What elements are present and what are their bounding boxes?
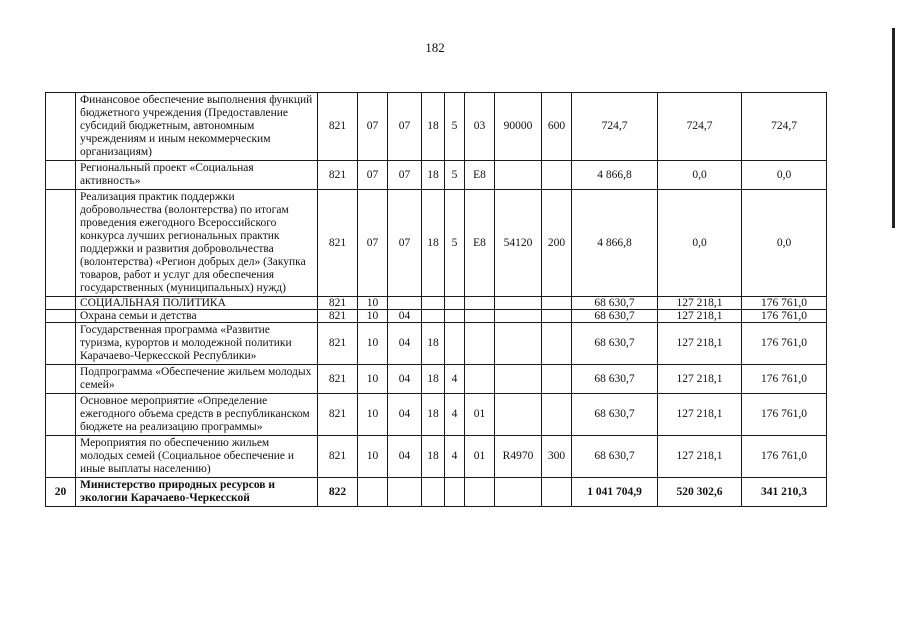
event-code-cell [465, 478, 495, 507]
amount-year1-cell: 68 630,7 [572, 365, 658, 394]
item-name-cell: Государственная программа «Развитие туризма, курортов и молодежной политики Карачаево-Черкесской Республики» [76, 323, 318, 365]
amount-year1-cell: 4 866,8 [572, 190, 658, 297]
program-code-cell: 18 [422, 365, 445, 394]
amount-year3-cell: 176 761,0 [742, 436, 827, 478]
event-code-cell: Е8 [465, 161, 495, 190]
table-row [46, 436, 827, 478]
amount-year3-cell: 176 761,0 [742, 394, 827, 436]
event-code-cell: 01 [465, 436, 495, 478]
amount-year2-cell: 127 218,1 [658, 323, 742, 365]
amount-year2-cell: 127 218,1 [658, 310, 742, 323]
row-index-cell: 20 [46, 478, 76, 507]
program-code-cell: 18 [422, 394, 445, 436]
ministry-code-cell: 822 [318, 478, 358, 507]
expense-direction-cell [495, 161, 542, 190]
expense-type-cell: 600 [542, 93, 572, 161]
subsection-code-cell: 04 [388, 323, 422, 365]
subsection-code-cell: 07 [388, 93, 422, 161]
row-index-cell [46, 436, 76, 478]
table-row [46, 310, 827, 323]
amount-year1-cell: 68 630,7 [572, 323, 658, 365]
ministry-code-cell: 821 [318, 297, 358, 310]
ministry-code-cell: 821 [318, 365, 358, 394]
section-code-cell: 10 [358, 436, 388, 478]
amount-year2-cell: 520 302,6 [658, 478, 742, 507]
item-name-cell: Мероприятия по обеспечению жильем молодых семей (Социальное обеспечение и иные выплаты населению) [76, 436, 318, 478]
scan-edge-mark [892, 28, 895, 228]
item-name-cell: Охрана семьи и детства [76, 310, 318, 323]
section-code-cell: 10 [358, 394, 388, 436]
expense-type-cell [542, 365, 572, 394]
section-code-cell: 10 [358, 297, 388, 310]
section-code-cell [358, 478, 388, 507]
event-code-cell [465, 310, 495, 323]
event-code-cell: Е8 [465, 190, 495, 297]
amount-year1-cell: 4 866,8 [572, 161, 658, 190]
subsection-code-cell: 04 [388, 436, 422, 478]
expense-type-cell [542, 297, 572, 310]
expense-direction-cell: R4970 [495, 436, 542, 478]
section-code-cell: 07 [358, 190, 388, 297]
subprogram-code-cell [445, 323, 465, 365]
subsection-code-cell: 07 [388, 161, 422, 190]
program-code-cell: 18 [422, 323, 445, 365]
subsection-code-cell: 04 [388, 394, 422, 436]
item-name-cell: СОЦИАЛЬНАЯ ПОЛИТИКА [76, 297, 318, 310]
row-index-cell [46, 297, 76, 310]
subprogram-code-cell [445, 297, 465, 310]
event-code-cell [465, 365, 495, 394]
ministry-code-cell: 821 [318, 161, 358, 190]
section-code-cell: 10 [358, 323, 388, 365]
table-row [46, 297, 827, 310]
section-code-cell: 10 [358, 310, 388, 323]
event-code-cell [465, 323, 495, 365]
amount-year3-cell: 341 210,3 [742, 478, 827, 507]
subprogram-code-cell [445, 310, 465, 323]
subprogram-code-cell: 4 [445, 394, 465, 436]
section-code-cell: 07 [358, 161, 388, 190]
expense-direction-cell [495, 394, 542, 436]
subsection-code-cell: 04 [388, 310, 422, 323]
event-code-cell: 03 [465, 93, 495, 161]
row-index-cell [46, 394, 76, 436]
event-code-cell: 01 [465, 394, 495, 436]
subsection-code-cell: 07 [388, 190, 422, 297]
amount-year1-cell: 1 041 704,9 [572, 478, 658, 507]
amount-year2-cell: 127 218,1 [658, 365, 742, 394]
subsection-code-cell [388, 478, 422, 507]
expense-type-cell [542, 310, 572, 323]
row-index-cell [46, 93, 76, 161]
section-code-cell: 10 [358, 365, 388, 394]
item-name-cell: Реализация практик поддержки добровольчества (волонтерства) по итогам проведения ежегодного Всероссийского конкурса лучших региональных практик поддержки и развития добровольчества (волонтерства) «Регион добрых дел» (Закупка товаров, работ и услуг для обеспечения государственных (муниципальных) нужд) [76, 190, 318, 297]
item-name-cell: Подпрограмма «Обеспечение жильем молодых семей» [76, 365, 318, 394]
subprogram-code-cell: 4 [445, 436, 465, 478]
subprogram-code-cell: 5 [445, 161, 465, 190]
amount-year1-cell: 68 630,7 [572, 310, 658, 323]
item-name-cell: Финансовое обеспечение выполнения функций бюджетного учреждения (Предоставление субсидий бюджетным, автономным учреждениям и иным некоммерческим организациям) [76, 93, 318, 161]
subprogram-code-cell: 5 [445, 190, 465, 297]
expense-type-cell [542, 161, 572, 190]
program-code-cell [422, 478, 445, 507]
program-code-cell: 18 [422, 190, 445, 297]
amount-year3-cell: 176 761,0 [742, 310, 827, 323]
amount-year2-cell: 724,7 [658, 93, 742, 161]
table-row [46, 365, 827, 394]
item-name-cell: Министерство природных ресурсов и экологии Карачаево-Черкесской [76, 478, 318, 507]
expense-type-cell [542, 323, 572, 365]
expense-type-cell [542, 478, 572, 507]
row-index-cell [46, 310, 76, 323]
ministry-code-cell: 821 [318, 93, 358, 161]
section-code-cell: 07 [358, 93, 388, 161]
subsection-code-cell: 04 [388, 365, 422, 394]
table-row [46, 190, 827, 297]
expense-direction-cell [495, 310, 542, 323]
amount-year2-cell: 0,0 [658, 161, 742, 190]
table-row [46, 93, 827, 161]
item-name-cell: Основное мероприятие «Определение ежегодного объема средств в республиканском бюджете на реализацию программы» [76, 394, 318, 436]
amount-year1-cell: 68 630,7 [572, 297, 658, 310]
expense-direction-cell [495, 297, 542, 310]
expense-direction-cell [495, 365, 542, 394]
expense-direction-cell: 90000 [495, 93, 542, 161]
amount-year1-cell: 68 630,7 [572, 436, 658, 478]
ministry-code-cell: 821 [318, 310, 358, 323]
expense-type-cell [542, 394, 572, 436]
amount-year3-cell: 724,7 [742, 93, 827, 161]
table-body [46, 93, 827, 507]
program-code-cell [422, 310, 445, 323]
expense-type-cell: 200 [542, 190, 572, 297]
ministry-code-cell: 821 [318, 436, 358, 478]
budget-table [45, 92, 827, 507]
subprogram-code-cell [445, 478, 465, 507]
program-code-cell [422, 297, 445, 310]
amount-year3-cell: 0,0 [742, 161, 827, 190]
ministry-code-cell: 821 [318, 394, 358, 436]
amount-year2-cell: 127 218,1 [658, 394, 742, 436]
table-row [46, 478, 827, 507]
row-index-cell [46, 190, 76, 297]
row-index-cell [46, 161, 76, 190]
program-code-cell: 18 [422, 93, 445, 161]
amount-year3-cell: 176 761,0 [742, 297, 827, 310]
expense-direction-cell [495, 323, 542, 365]
amount-year2-cell: 0,0 [658, 190, 742, 297]
page-number: 182 [425, 40, 445, 55]
subsection-code-cell [388, 297, 422, 310]
ministry-code-cell: 821 [318, 323, 358, 365]
expense-type-cell: 300 [542, 436, 572, 478]
amount-year1-cell: 68 630,7 [572, 394, 658, 436]
amount-year1-cell: 724,7 [572, 93, 658, 161]
amount-year3-cell: 176 761,0 [742, 365, 827, 394]
program-code-cell: 18 [422, 436, 445, 478]
row-index-cell [46, 323, 76, 365]
expense-direction-cell: 54120 [495, 190, 542, 297]
subprogram-code-cell: 5 [445, 93, 465, 161]
item-name-cell: Региональный проект «Социальная активность» [76, 161, 318, 190]
amount-year3-cell: 176 761,0 [742, 323, 827, 365]
table-row [46, 323, 827, 365]
amount-year2-cell: 127 218,1 [658, 436, 742, 478]
expense-direction-cell [495, 478, 542, 507]
amount-year3-cell: 0,0 [742, 190, 827, 297]
row-index-cell [46, 365, 76, 394]
ministry-code-cell: 821 [318, 190, 358, 297]
program-code-cell: 18 [422, 161, 445, 190]
subprogram-code-cell: 4 [445, 365, 465, 394]
table-row [46, 161, 827, 190]
amount-year2-cell: 127 218,1 [658, 297, 742, 310]
event-code-cell [465, 297, 495, 310]
table-row [46, 394, 827, 436]
